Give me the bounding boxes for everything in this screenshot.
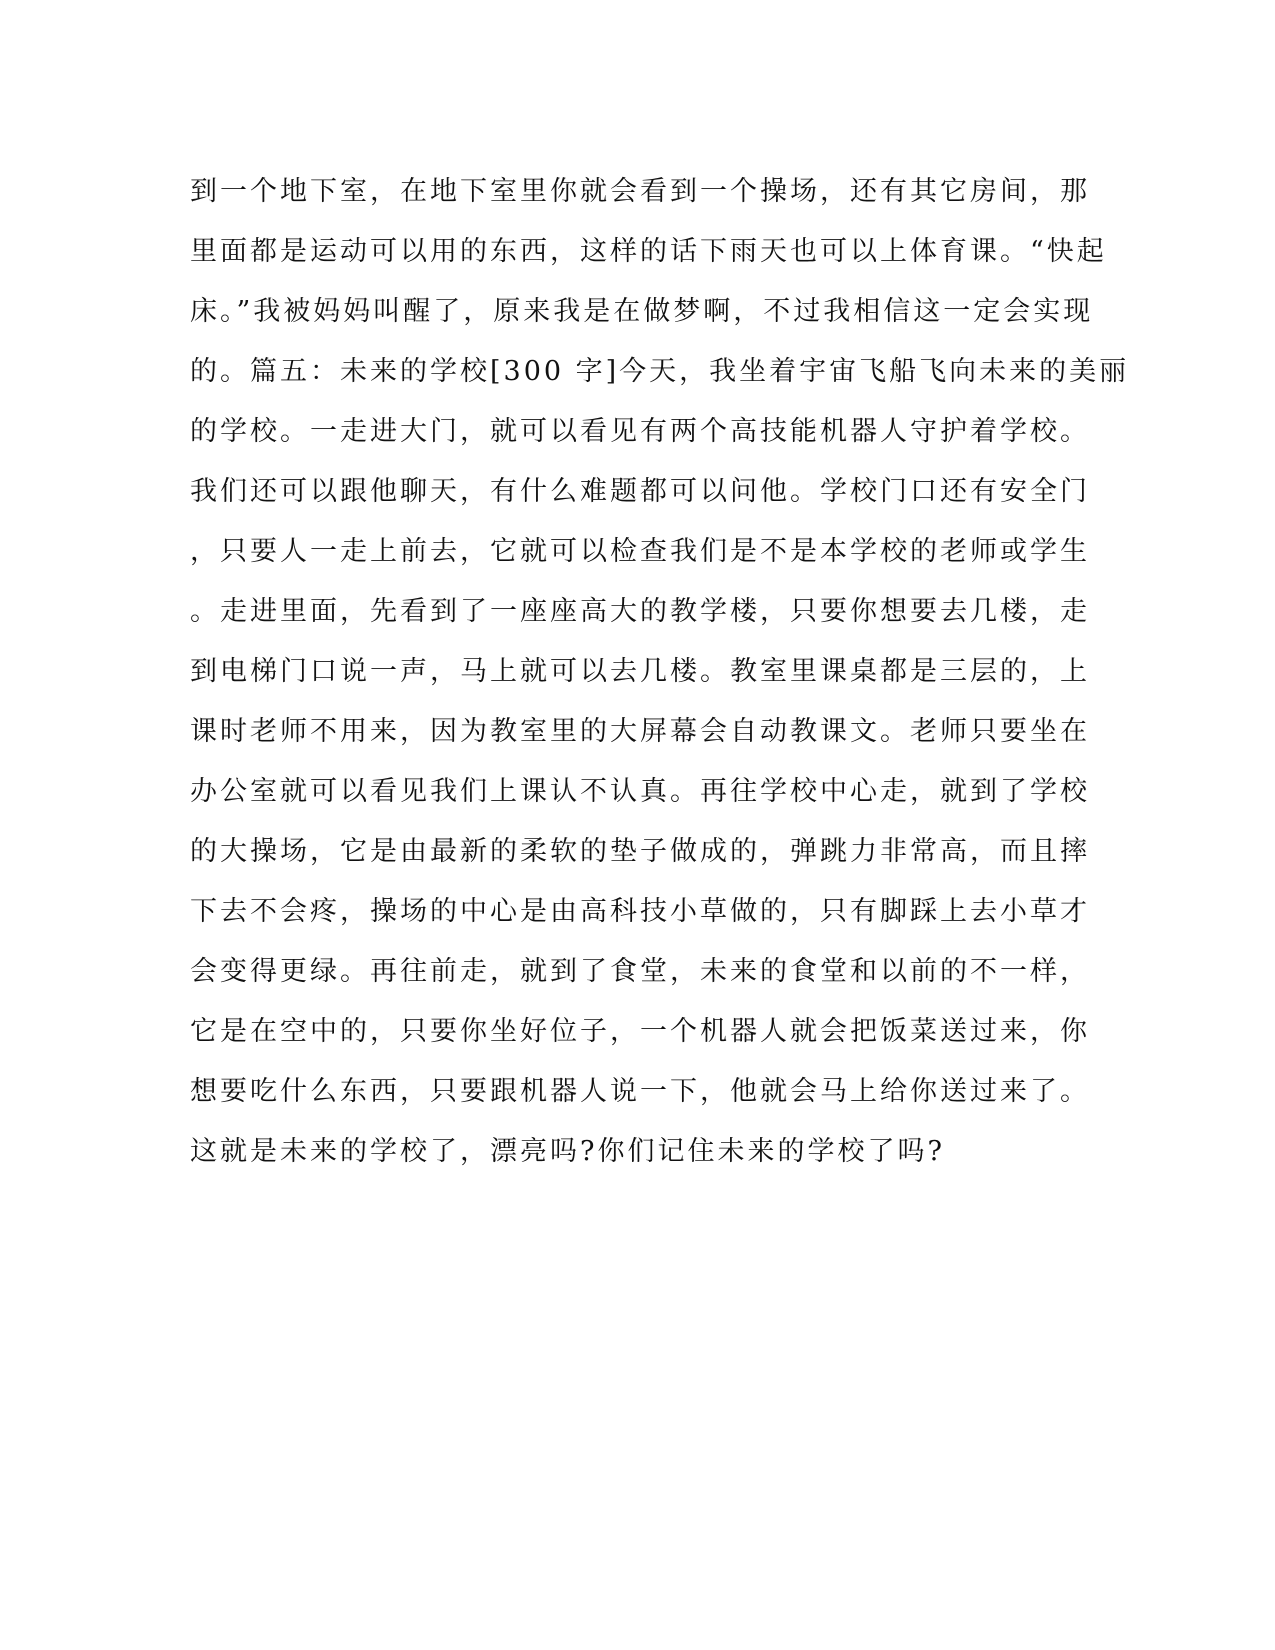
text-line: 里面都是运动可以用的东西，这样的话下雨天也可以上体育课。“快起: [190, 236, 1107, 267]
text-line: 办公室就可以看见我们上课认不认真。再往学校中心走，就到了学校: [190, 776, 1090, 807]
text-line: 下去不会疼，操场的中心是由高科技小草做的，只有脚踩上去小草才: [190, 896, 1090, 927]
text-line: 到电梯门口说一声，马上就可以去几楼。教室里课桌都是三层的，上: [190, 656, 1090, 687]
text-line: 会变得更绿。再往前走，就到了食堂，未来的食堂和以前的不一样，: [190, 956, 1090, 987]
text-line: 它是在空中的，只要你坐好位子，一个机器人就会把饭菜送过来，你: [190, 1016, 1090, 1047]
text-line: ，只要人一走上前去，它就可以检查我们是不是本学校的老师或学生: [190, 536, 1090, 567]
text-line: 床。”我被妈妈叫醒了，原来我是在做梦啊，不过我相信这一定会实现: [190, 296, 1094, 327]
text-line: 。走进里面，先看到了一座座高大的教学楼，只要你想要去几楼，走: [190, 596, 1090, 627]
text-line: 的。篇五：未来的学校[300 字]今天，我坐着宇宙飞船飞向未来的美丽: [190, 356, 1130, 387]
text-line: 想要吃什么东西，只要跟机器人说一下，他就会马上给你送过来了。: [190, 1076, 1090, 1107]
text-line: 到一个地下室，在地下室里你就会看到一个操场，还有其它房间，那: [190, 176, 1090, 207]
text-line: 这就是未来的学校了，漂亮吗?你们记住未来的学校了吗?: [190, 1136, 945, 1167]
text-line: 课时老师不用来，因为教室里的大屏幕会自动教课文。老师只要坐在: [190, 716, 1090, 747]
essay-body: [190, 162, 1130, 1182]
text-line: 的学校。一走进大门，就可以看见有两个高技能机器人守护着学校。: [190, 416, 1090, 447]
text-line: 我们还可以跟他聊天，有什么难题都可以问他。学校门口还有安全门: [190, 476, 1090, 507]
text-line: 的大操场，它是由最新的柔软的垫子做成的，弹跳力非常高，而且摔: [190, 836, 1090, 867]
